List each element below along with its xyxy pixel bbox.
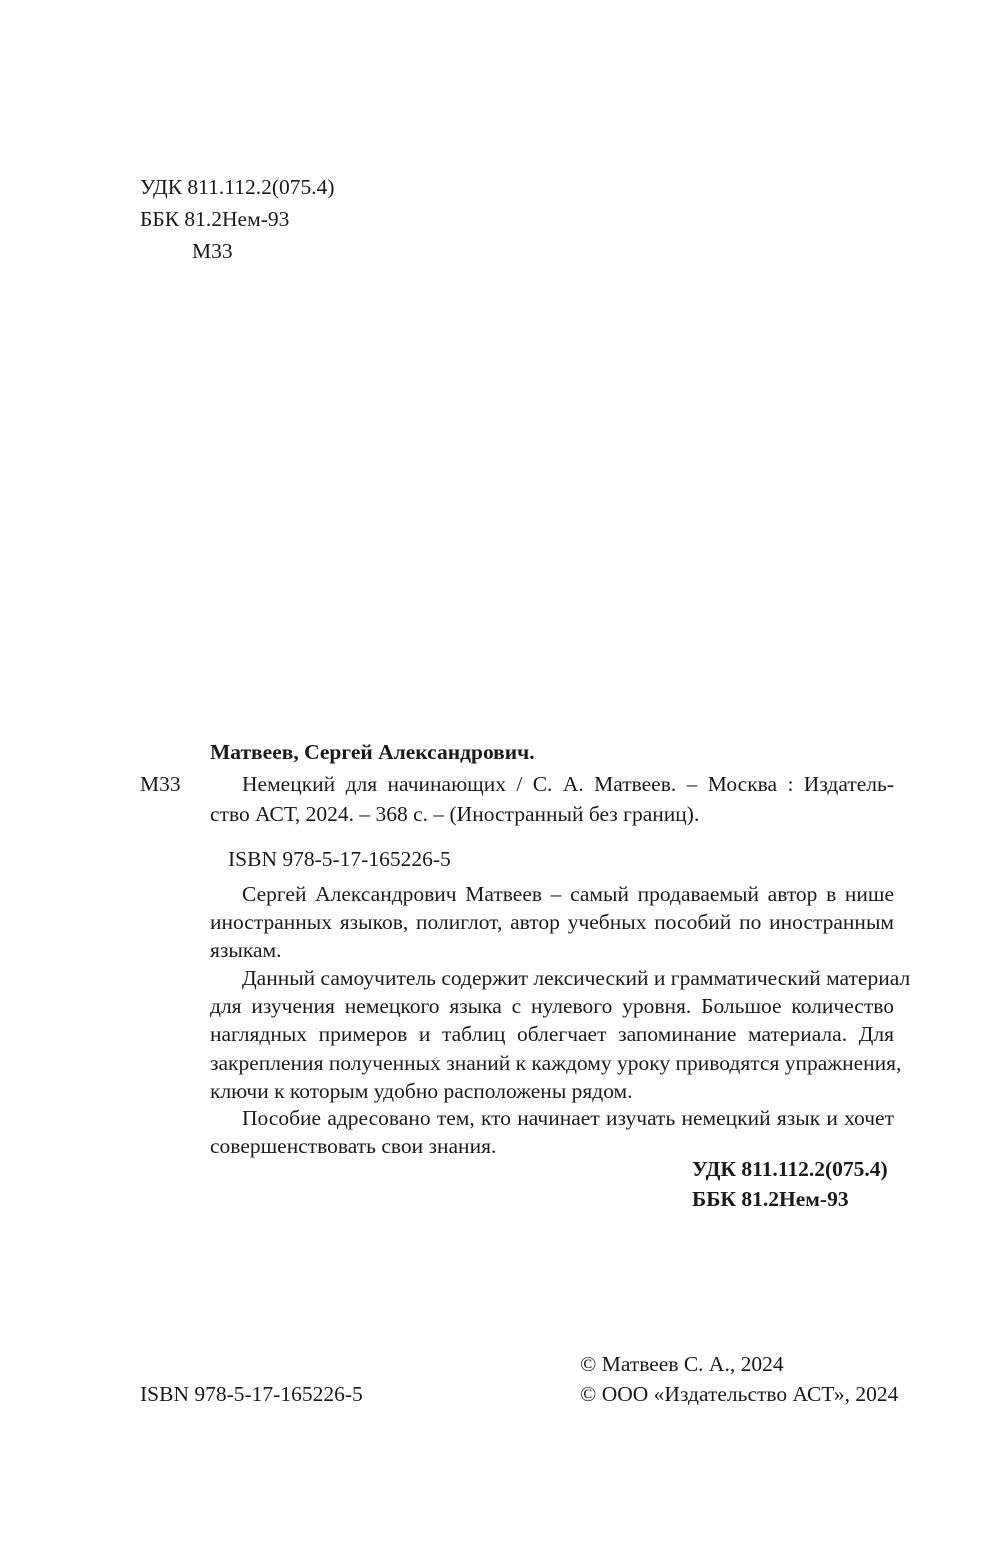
record-isbn: ISBN 978-5-17-165226-5 — [228, 847, 451, 871]
annotation-paragraph-2 — [210, 964, 911, 1105]
annotation-p2-line: Данный самоучитель содержит лексический и грамматический материал — [242, 966, 911, 990]
footer-isbn: ISBN 978-5-17-165226-5 — [140, 1382, 363, 1406]
annotation-p2-line: наглядных примеров и таблиц облегчает запоминание материала. Для — [210, 1022, 894, 1047]
classification-udk: УДК 811.112.2(075.4) — [692, 1157, 888, 1181]
header-author-sign: М33 — [192, 239, 233, 263]
copyright-author: © Матвеев С. А., 2024 — [580, 1352, 784, 1376]
annotation-p1-line: Сергей Александрович Матвеев – самый продаваемый автор в нише — [242, 882, 894, 906]
annotation-p1-line: иностранных языков, полиглот, автор учебных пособий по иностранным — [210, 910, 894, 935]
header-bbk: ББК 81.2Нем-93 — [140, 207, 290, 231]
record-title-line-2: ство АСТ, 2024. – 368 с. – (Иностранный без границ). — [210, 802, 700, 826]
annotation-p1-line: языкам. — [210, 938, 282, 963]
header-udk: УДК 811.112.2(075.4) — [140, 175, 335, 199]
annotation-p2-line: для изучения немецкого языка с нулевого уровня. Большое количество — [210, 994, 894, 1019]
record-author-sign: М33 — [140, 772, 181, 796]
annotation-paragraph-1 — [210, 880, 894, 965]
record-title-line-1: Немецкий для начинающих / С. А. Матвеев. – Москва : Издатель- — [242, 772, 894, 796]
annotation-p3-line: Пособие адресовано тем, кто начинает изучать немецкий язык и хочет — [242, 1106, 894, 1130]
classification-block — [692, 1154, 888, 1214]
annotation-p3-line: совершенствовать свои знания. — [210, 1134, 497, 1159]
record-author: Матвеев, Сергей Александрович. — [210, 740, 535, 764]
annotation-paragraph-3 — [210, 1104, 894, 1160]
annotation-p2-line: закрепления полученных знаний к каждому уроку приводятся упражнения, — [210, 1050, 902, 1075]
classification-bbk: ББК 81.2Нем-93 — [692, 1187, 849, 1211]
annotation-p2-line: ключи к которым удобно расположены рядом. — [210, 1078, 633, 1103]
copyright-publisher: © ООО «Издательство АСТ», 2024 — [580, 1382, 899, 1406]
